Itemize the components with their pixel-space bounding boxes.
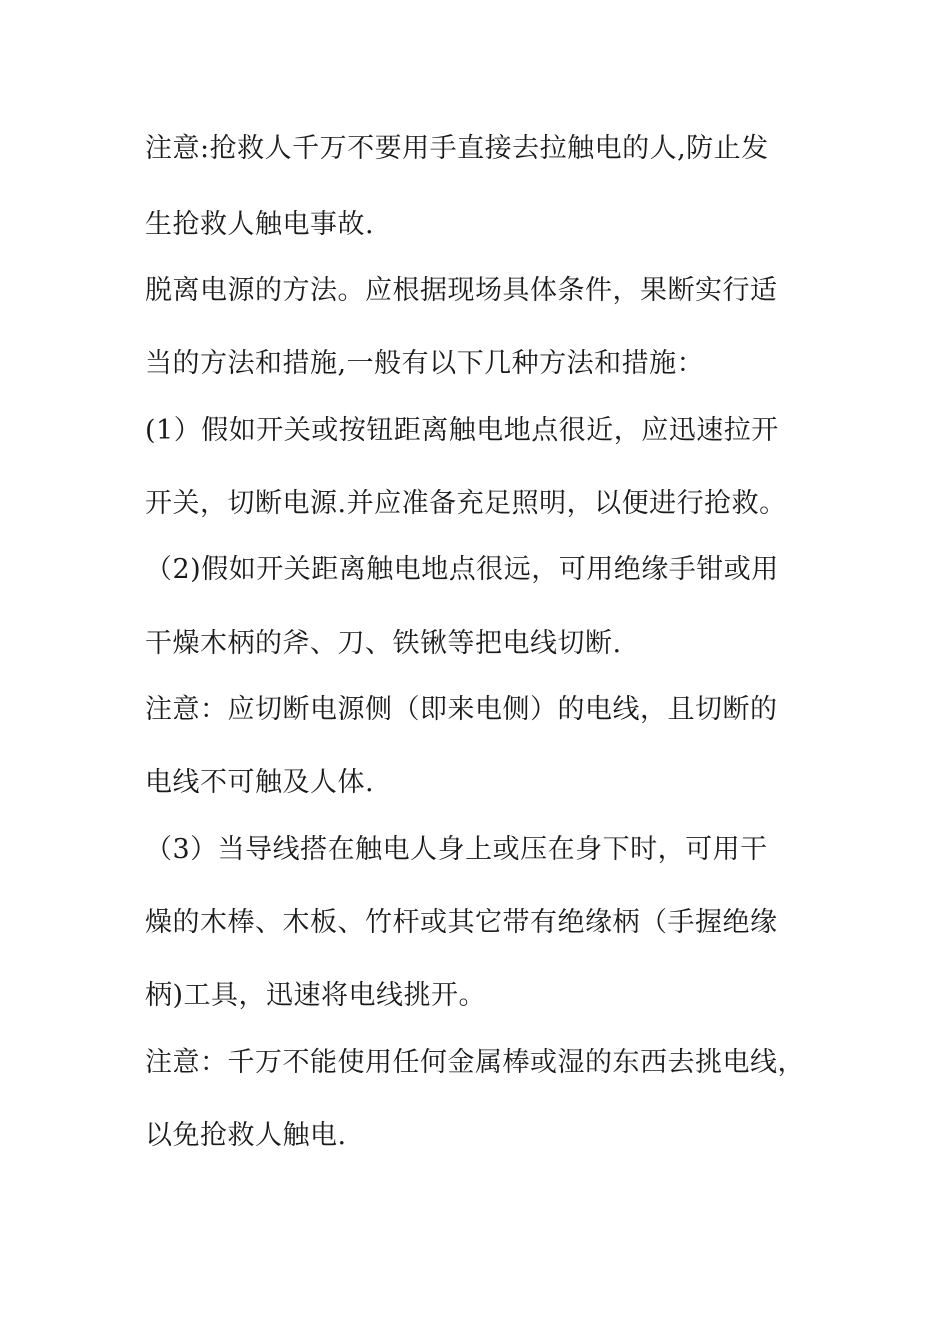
text-line-8: 干燥木柄的斧、刀、铁锹等把电线切断. (145, 628, 622, 659)
text-line-13: 柄)工具，迅速将电线挑开。 (145, 980, 487, 1011)
text-line-14: 注意：千万不能使用任何金属棒或湿的东西去挑电线， (145, 1047, 805, 1078)
text-line-12: 燥的木棒、木板、竹杆或其它带有绝缘柄（手握绝缘 (145, 907, 778, 938)
text-line-15: 以免抢救人触电. (145, 1120, 347, 1151)
text-line-3: 脱离电源的方法。应根据现场具体条件，果断实行适 (145, 275, 778, 306)
text-line-7: （2)假如开关距离触电地点很远，可用绝缘手钳或用 (145, 554, 779, 585)
text-line-6: 开关，切断电源.并应准备充足照明，以便进行抢救。 (145, 488, 787, 519)
text-line-2: 生抢救人触电事故. (145, 209, 375, 240)
text-line-9: 注意：应切断电源侧（即来电侧）的电线，且切断的 (145, 694, 778, 725)
text-line-10: 电线不可触及人体. (145, 767, 375, 798)
text-line-1: 注意:抢救人千万不要用手直接去拉触电的人,防止发 (145, 133, 769, 164)
text-line-11: （3）当导线搭在触电人身上或压在身下时，可用干 (145, 834, 768, 865)
text-line-5: (1）假如开关或按钮距离触电地点很近，应迅速拉开 (145, 415, 779, 446)
text-line-4: 当的方法和措施,一般有以下几种方法和措施： (145, 348, 705, 379)
